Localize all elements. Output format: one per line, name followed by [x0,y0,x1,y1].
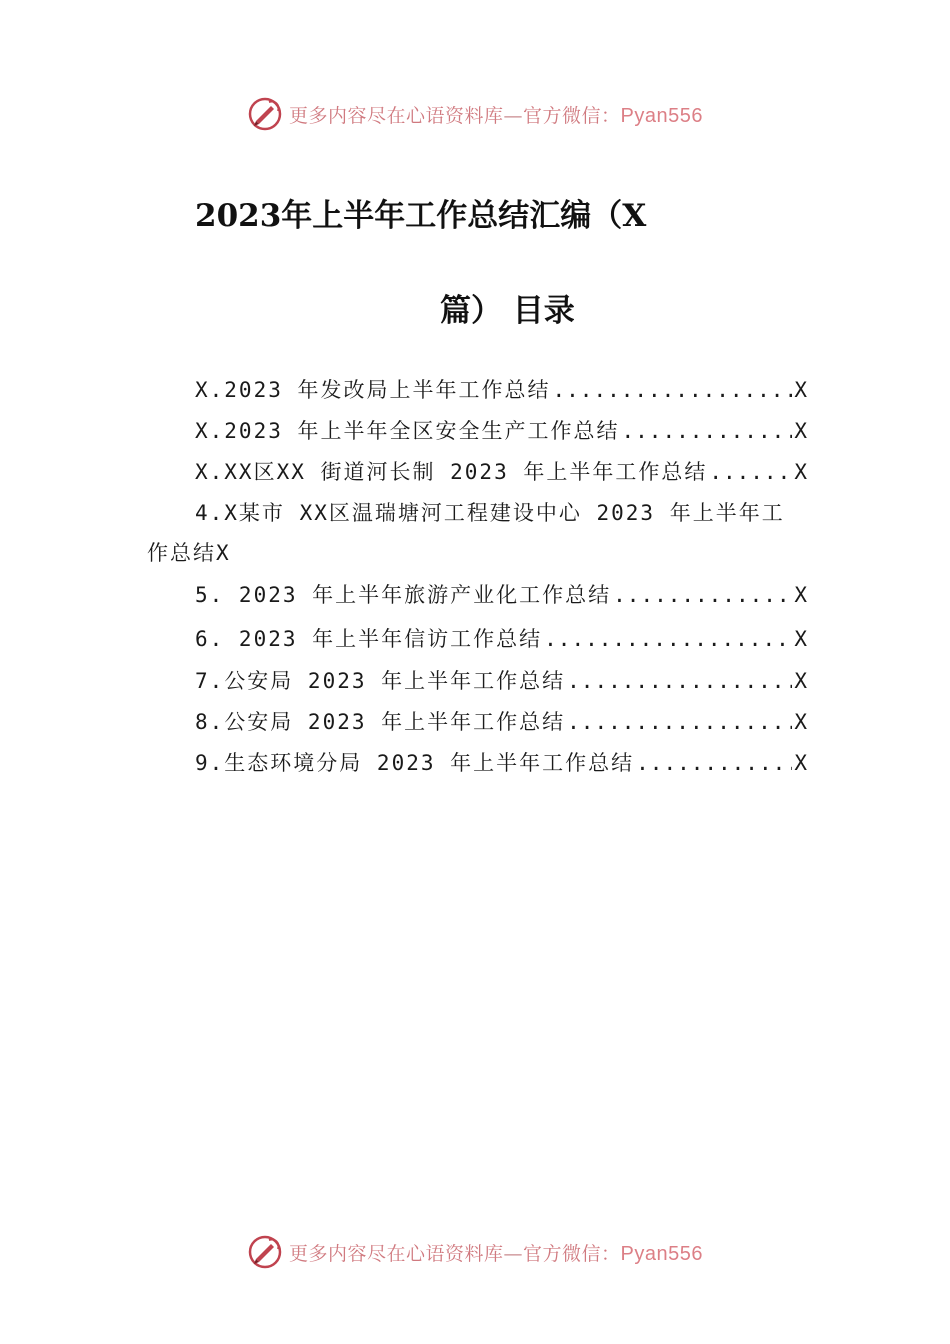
toc-entry-page: X [794,710,807,734]
toc-dot-leader [709,452,792,492]
toc-entry-label: 8.公安局 2023 年上半年工作总结 [195,710,566,734]
toc-entry[interactable] [147,619,807,659]
pen-seal-logo-icon [247,1234,283,1270]
toc-entry[interactable] [147,661,807,701]
toc-dot-leader [567,702,792,742]
toc-entry-label: X.XX区XX 街道河长制 2023 年上半年工作总结 [195,460,708,484]
toc-entry-page: X [794,419,807,443]
toc-entry-page: X [794,583,807,607]
toc-entry-page: X [216,541,231,565]
toc-dot-leader [567,661,792,701]
toc-dot-leader [636,743,792,783]
header-watermark-banner [0,94,950,134]
toc-entry[interactable] [147,575,807,615]
toc-entry-label: 5. 2023 年上半年旅游产业化工作总结 [195,583,612,607]
footer-watermark-banner [0,1232,950,1272]
watermark-text: 更多内容尽在心语资料库—官方微信：Pyan556 [289,104,703,127]
toc-entry-label: 6. 2023 年上半年信访工作总结 [195,627,543,651]
toc-entry-label-line-2: 作总结X [147,541,231,565]
toc-dot-leader [553,370,793,410]
toc-entry[interactable] [147,411,807,451]
toc-entry-page: X [794,669,807,693]
document-title-line-2: 篇） 目录 [440,293,575,329]
toc-entry-page: X [794,627,807,651]
toc-entry[interactable] [147,493,807,573]
toc-dot-leader [544,619,792,659]
toc-entry[interactable] [147,452,807,492]
toc-dot-leader [622,411,793,451]
toc-entry[interactable] [147,702,807,742]
toc-entry-label: 9.生态环境分局 2023 年上半年工作总结 [195,751,635,775]
toc-entry[interactable] [147,743,807,783]
toc-entry-label: 7.公安局 2023 年上半年工作总结 [195,669,566,693]
watermark-text: 更多内容尽在心语资料库—官方微信：Pyan556 [289,1242,703,1265]
toc-entry-page: X [794,751,807,775]
toc-dot-leader [613,575,792,615]
pen-seal-logo-icon [247,96,283,132]
toc-entry-label-line-1: 4.X某市 XX区温瑞塘河工程建设中心 2023 年上半年工 [195,501,785,525]
toc-entry-page: X [794,378,807,402]
toc-entry-label: X.2023 年上半年全区安全生产工作总结 [195,419,620,443]
toc-entry-page: X [794,460,807,484]
document-title-line-1: 2023年上半年工作总结汇编（X [195,198,647,234]
toc-entry-label: X.2023 年发改局上半年工作总结 [195,378,551,402]
toc-entry[interactable] [147,370,807,410]
